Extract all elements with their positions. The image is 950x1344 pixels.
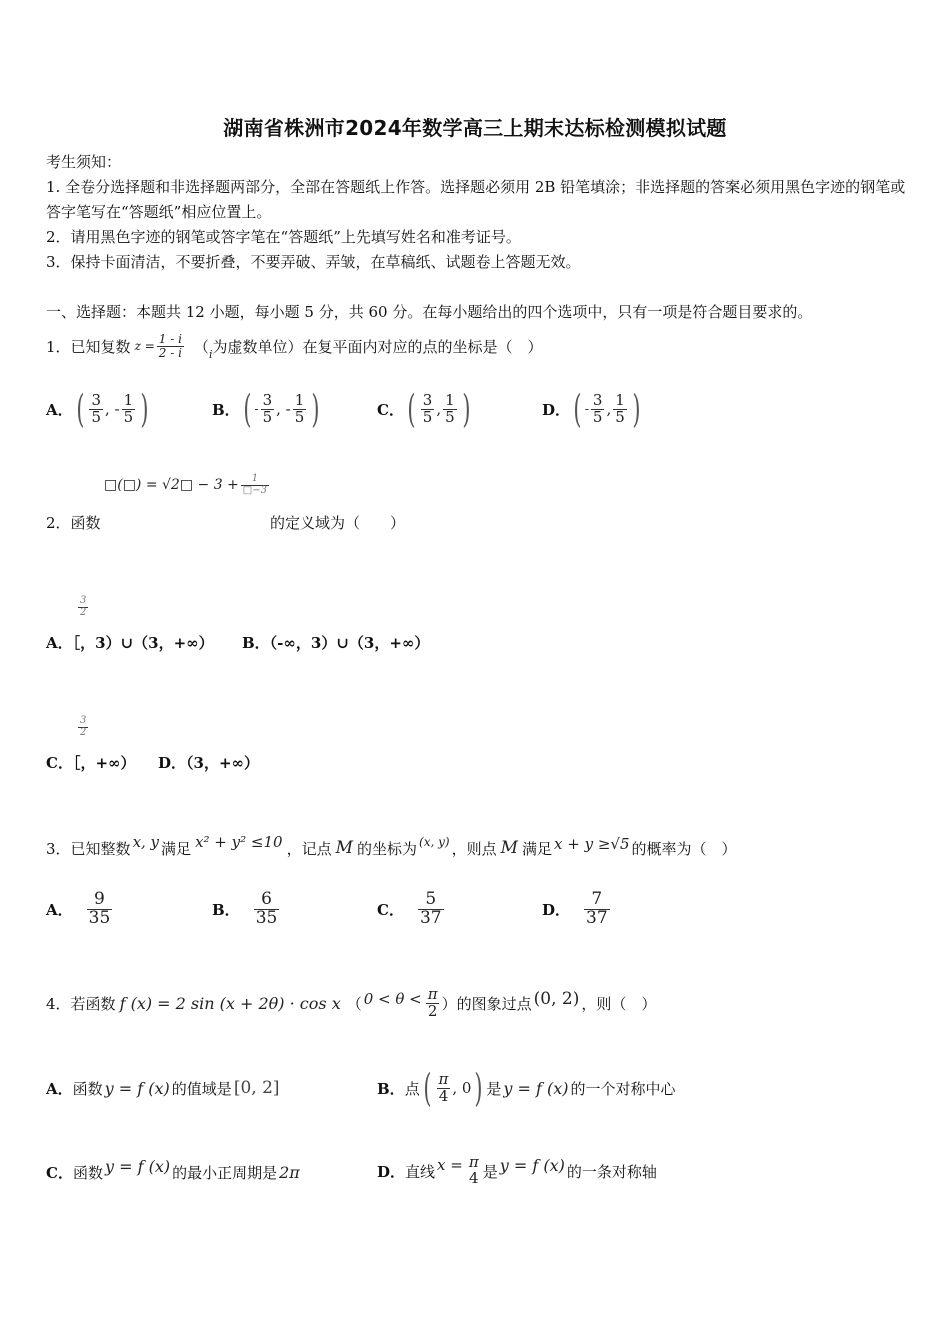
formula-fraction xyxy=(241,474,269,496)
fraction-denominator: 5 xyxy=(615,407,625,426)
option-text: 函数 xyxy=(72,1163,103,1182)
math-set: [0, 2] xyxy=(233,1078,280,1098)
option-b[interactable] xyxy=(212,384,323,434)
fraction-numerator: 5 xyxy=(425,888,437,909)
option-c[interactable]: C．［，+∞） xyxy=(46,754,136,772)
paren-right: ) xyxy=(140,387,149,431)
option-fraction-a xyxy=(261,390,275,426)
option-text: 点 xyxy=(404,1079,420,1098)
math-fraction xyxy=(467,1155,481,1187)
question-text-tail: 为虚数单位）在复平面内对应的点的坐标是（ ） xyxy=(212,337,543,356)
question-number: 2． xyxy=(46,514,71,532)
question-number: 1． xyxy=(46,337,71,356)
math-i: i xyxy=(208,347,213,361)
paren-left: ( xyxy=(243,387,252,431)
option-fraction-a xyxy=(89,390,103,426)
question-text: 的坐标为 xyxy=(357,839,418,858)
option-label: C． xyxy=(377,900,404,919)
option-separator: , - xyxy=(105,400,120,418)
math-function: y = f (x) xyxy=(503,1078,569,1098)
option-text: 的值域是 xyxy=(171,1079,232,1098)
math-M: M xyxy=(500,838,518,858)
question-text: ，则点 xyxy=(451,839,497,858)
paren-close: ） xyxy=(441,994,457,1013)
question-number: 4． xyxy=(46,994,71,1013)
question-text: 函数 xyxy=(70,514,101,532)
question-text-tail: ，则（ ） xyxy=(581,994,657,1013)
option-d[interactable] xyxy=(542,384,644,434)
fraction-denominator: 5 xyxy=(422,407,433,426)
question-3 xyxy=(46,830,737,866)
option-label: A． xyxy=(46,400,73,419)
paren-right: ) xyxy=(632,387,641,431)
option-d[interactable] xyxy=(377,1140,657,1202)
math-condition: x² + y² ≤10 xyxy=(195,833,283,851)
option-label: A． xyxy=(46,1079,73,1098)
fraction-numerator: 3 xyxy=(592,390,603,409)
fraction-denominator: 2 - i xyxy=(158,345,182,360)
option-label: D． xyxy=(377,1162,406,1181)
paren-right: ) xyxy=(311,387,320,431)
option-text: 是 xyxy=(486,1079,502,1098)
fraction-numerator: 1 xyxy=(123,390,134,409)
fraction-numerator: 1 xyxy=(251,473,259,484)
option-separator: , xyxy=(606,400,612,418)
fraction-numerator: 1 - i xyxy=(158,331,182,346)
fraction-denominator: 2 xyxy=(80,726,87,738)
option-label: C． xyxy=(377,400,404,419)
question-number: 3． xyxy=(46,839,71,858)
option-fraction-b xyxy=(122,390,136,426)
option-separator: , - xyxy=(276,400,291,418)
option-fraction-a xyxy=(421,390,435,426)
page-title: 湖南省株洲市2024年数学高三上期末达标检测模拟试题 xyxy=(223,116,727,140)
option-label: D． xyxy=(542,900,571,919)
option-b[interactable] xyxy=(212,884,281,934)
formula-text: □(□) = √2□ − 3 + xyxy=(104,477,239,493)
q2-formula xyxy=(104,474,271,496)
fraction-numerator: π xyxy=(438,1069,449,1088)
paren-left: ( xyxy=(423,1066,432,1110)
fraction-denominator: 5 xyxy=(123,407,134,426)
paren-left: ( xyxy=(407,387,416,431)
option-text: 直线 xyxy=(405,1162,436,1181)
math-xy: x, y xyxy=(132,833,160,851)
fraction-numerator: 1 xyxy=(445,390,455,409)
option-a-fraction xyxy=(78,596,88,618)
math-x-eq: x = xyxy=(437,1156,463,1174)
question-text: 已知整数 xyxy=(70,839,131,858)
math-function: y = f (x) xyxy=(104,1156,171,1176)
question-text: 满足 xyxy=(161,839,192,858)
fraction-numerator: π xyxy=(427,984,438,1003)
question-text: 的图象过点 xyxy=(456,994,532,1013)
option-c[interactable] xyxy=(377,884,446,934)
option-label: A． xyxy=(46,900,73,919)
option-b[interactable]: B．（-∞，3）∪（3，+∞） xyxy=(242,634,430,652)
fraction-denominator: 5 xyxy=(91,407,102,426)
math-fraction xyxy=(157,333,184,359)
paren-right: ) xyxy=(474,1066,483,1110)
fraction-denominator: 35 xyxy=(88,907,111,928)
math-fraction xyxy=(426,984,440,1020)
notice-heading: 考生须知： xyxy=(46,153,122,171)
fraction-denominator: 37 xyxy=(586,907,608,928)
option-text: 的一条对称轴 xyxy=(566,1162,657,1181)
fraction-denominator: 5 xyxy=(262,407,273,426)
fraction-numerator: 3 xyxy=(80,715,87,726)
fraction-numerator: 3 xyxy=(91,390,102,409)
option-fraction xyxy=(584,888,610,928)
math-point: (0, 2) xyxy=(533,989,580,1009)
fraction-numerator: 9 xyxy=(94,888,105,909)
question-text: 已知复数 xyxy=(70,337,131,356)
math-inequality: x + y ≥√5 xyxy=(554,835,630,853)
option-a[interactable] xyxy=(46,1064,280,1112)
option-c[interactable] xyxy=(46,1148,300,1196)
fraction-denominator: 5 xyxy=(294,407,305,426)
option-sign: - xyxy=(584,402,589,416)
math-condition: 0 < θ < xyxy=(363,990,422,1008)
option-label: B． xyxy=(377,1079,405,1098)
math-function: f (x) = 2 sin (x + 2θ) · cos x xyxy=(119,993,341,1013)
fraction-numerator: π xyxy=(468,1153,479,1172)
option-c-fraction xyxy=(78,716,88,738)
fraction-denominator: 4 xyxy=(438,1086,449,1105)
fraction-denominator: □−3 xyxy=(242,484,267,496)
fraction-denominator: 2 xyxy=(80,606,87,618)
paren-right: ) xyxy=(461,387,471,431)
option-d[interactable]: D．（3，+∞） xyxy=(158,754,260,772)
notice-item-3: 3．保持卡面清洁，不要折叠，不要弄破、弄皱，在草稿纸、试题卷上答题无效。 xyxy=(46,253,581,271)
question-4 xyxy=(46,978,656,1028)
option-c[interactable] xyxy=(377,384,473,434)
fraction-numerator: 7 xyxy=(591,888,603,909)
option-label: B． xyxy=(212,900,240,919)
question-text: 满足 xyxy=(522,839,553,858)
fraction-numerator: 3 xyxy=(262,390,273,409)
option-label: D． xyxy=(542,400,571,419)
question-1 xyxy=(46,326,542,366)
question-text: 若函数 xyxy=(70,994,116,1013)
question-2 xyxy=(46,512,101,533)
option-fraction xyxy=(87,888,113,928)
math-function: y = f (x) xyxy=(104,1078,170,1098)
option-text: 是 xyxy=(482,1162,498,1181)
paren-left: ( xyxy=(75,387,85,431)
option-fraction-a xyxy=(591,390,605,426)
option-a[interactable] xyxy=(46,384,152,434)
notice-item-2: 2．请用黑色字迹的钢笔或答字笔在“答题纸”上先填写姓名和准考证号。 xyxy=(46,228,521,246)
fraction-numerator: 3 xyxy=(80,595,87,606)
option-a[interactable] xyxy=(46,884,114,934)
option-label: C． xyxy=(46,1163,73,1182)
fraction-denominator: 2 xyxy=(427,1001,438,1020)
math-zero: , 0 xyxy=(452,1079,472,1097)
section-heading: 一、选择题：本题共 12 小题，每小题 5 分，共 60 分。在每小题给出的四个选项中，只有一项是符合题目要求的。 xyxy=(46,303,813,321)
option-text: 函数 xyxy=(72,1079,103,1098)
fraction-denominator: 35 xyxy=(255,907,278,928)
question-text-tail: 的概率为（ ） xyxy=(631,839,737,858)
math-coordinate: (x, y) xyxy=(419,835,450,849)
option-sign: - xyxy=(254,402,259,416)
paren-open: （ xyxy=(346,994,362,1013)
paren-left: ( xyxy=(573,387,582,431)
option-label: B． xyxy=(212,400,240,419)
fraction-numerator: 3 xyxy=(422,390,433,409)
option-fraction-b xyxy=(443,390,457,426)
option-d[interactable] xyxy=(542,884,612,934)
paren-open: （ xyxy=(193,337,209,356)
fraction-numerator: 1 xyxy=(615,390,625,409)
option-fraction xyxy=(418,888,444,928)
question-text: ，记点 xyxy=(286,839,332,858)
option-text: 的一个对称中心 xyxy=(570,1079,676,1098)
fraction-denominator: 5 xyxy=(592,407,603,426)
q1-options xyxy=(46,384,916,434)
option-fraction-b xyxy=(293,390,307,426)
option-fraction-b xyxy=(613,390,627,426)
fraction-numerator: 1 xyxy=(294,390,305,409)
fraction-denominator: 37 xyxy=(419,907,442,928)
math-function: y = f (x) xyxy=(499,1155,565,1175)
math-z-eq: z = xyxy=(134,339,155,353)
math-fraction xyxy=(437,1069,451,1105)
option-separator: , xyxy=(436,400,442,418)
option-text: 的最小正周期是 xyxy=(172,1163,278,1182)
notice-item-1: 1. 全卷分选择题和非选择题两部分，全部在答题纸上作答。选择题必须用 2B 铅笔填涂；非选择题的答案必须用黑色字迹的钢笔或答字笔写在“答题纸”相应位置上。 xyxy=(46,178,906,221)
math-period: 2π xyxy=(279,1162,300,1182)
fraction-numerator: 6 xyxy=(261,888,272,909)
option-b[interactable] xyxy=(377,1054,675,1122)
option-fraction xyxy=(254,888,280,928)
fraction-denominator: 4 xyxy=(468,1169,479,1187)
option-a[interactable]: A．［，3）∪（3，+∞） xyxy=(46,634,214,652)
math-M: M xyxy=(335,838,353,858)
fraction-denominator: 5 xyxy=(445,407,455,426)
question-2-tail: 的定义域为（ ） xyxy=(270,514,406,532)
